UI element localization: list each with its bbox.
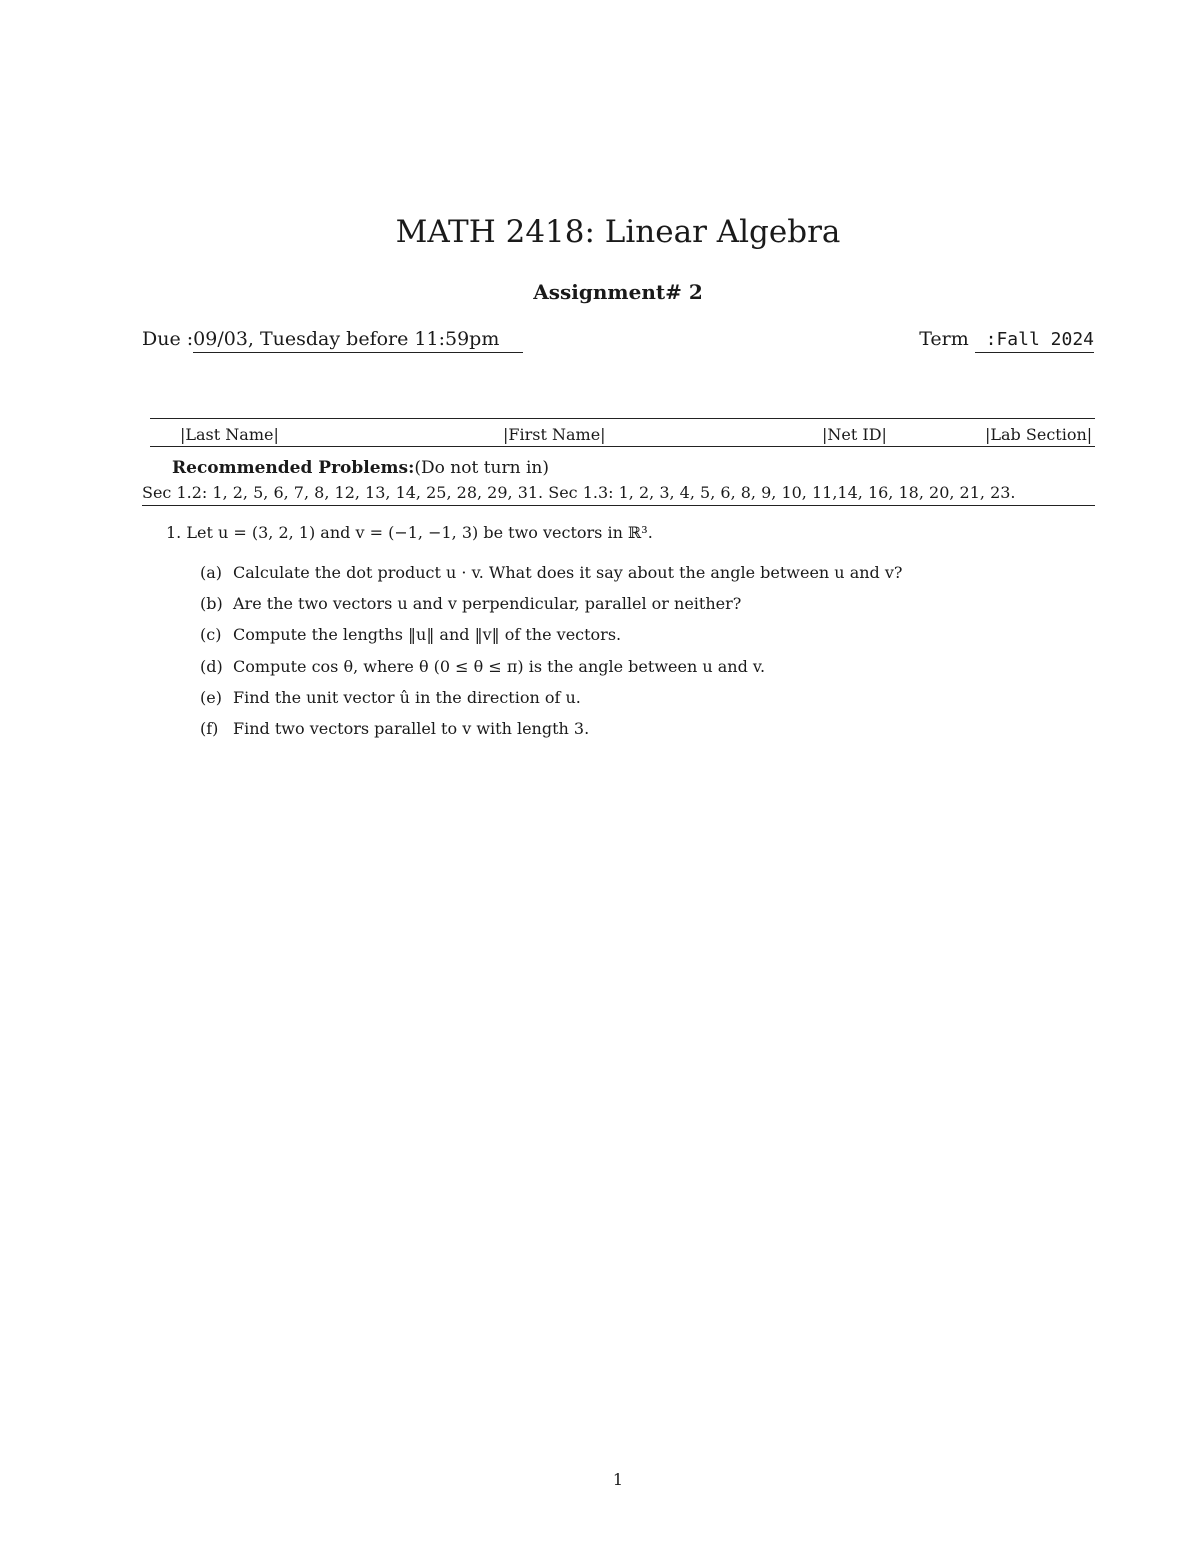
- part-label: (b): [200, 594, 223, 613]
- part-label: (a): [200, 563, 223, 582]
- problem-part-a: [200, 563, 902, 582]
- assignment-subtitle: Assignment# 2: [533, 280, 703, 304]
- part-label: (d): [200, 657, 223, 676]
- part-text: Find two vectors parallel to v with length 3.: [233, 719, 590, 738]
- problem-part-f: [200, 719, 589, 738]
- net-id-field: |Net ID|: [822, 425, 887, 444]
- part-text: Compute cos θ, where θ (0 ≤ θ ≤ π) is the angle between u and v.: [233, 657, 766, 676]
- part-label: (c): [200, 625, 222, 644]
- part-label: (f): [200, 719, 219, 738]
- term-value: :Fall 2024: [975, 329, 1094, 353]
- last-name-field: |Last Name|: [180, 425, 279, 444]
- fields-bottom-rule: [150, 446, 1095, 447]
- problem-1-stem: [166, 523, 653, 542]
- problem-part-e: [200, 688, 581, 707]
- recommended-note: (Do not turn in): [414, 458, 549, 478]
- recommended-heading: [172, 458, 549, 478]
- problem-part-b: [200, 594, 741, 613]
- lab-section-field: |Lab Section|: [985, 425, 1093, 444]
- recommended-sections: Sec 1.2: 1, 2, 5, 6, 7, 8, 12, 13, 14, 25, 28, 29, 31. Sec 1.3: 1, 2, 3, 4, 5, 6, 8, 9, 10, 11,14, 16, 18, 20, 21, 23.: [142, 483, 1016, 502]
- due-line: [142, 328, 523, 353]
- term-label: Term: [919, 328, 975, 350]
- due-value: 09/03, Tuesday before 11:59pm: [193, 328, 523, 353]
- recommended-label: Recommended Problems:: [172, 458, 415, 478]
- part-text: Calculate the dot product u · v. What does it say about the angle between u and v?: [233, 563, 903, 582]
- part-label: (e): [200, 688, 222, 707]
- problem-part-c: [200, 625, 621, 644]
- problem-part-d: [200, 657, 765, 676]
- problem-stem-text: Let u = (3, 2, 1) and v = (−1, −1, 3) be two vectors in ℝ³.: [186, 523, 653, 542]
- due-label: Due :: [142, 328, 194, 350]
- recommended-rule: [142, 505, 1095, 506]
- term-line: [919, 328, 1094, 353]
- part-text: Find the unit vector û in the direction of u.: [233, 688, 581, 707]
- page-number: 1: [612, 1470, 624, 1489]
- fields-top-rule: [150, 418, 1095, 419]
- first-name-field: |First Name|: [503, 425, 606, 444]
- part-text: Are the two vectors u and v perpendicular, parallel or neither?: [233, 594, 742, 613]
- document-title: MATH 2418: Linear Algebra: [395, 214, 841, 250]
- problem-number: 1.: [166, 523, 182, 542]
- part-text: Compute the lengths ‖u‖ and ‖v‖ of the vectors.: [233, 625, 622, 644]
